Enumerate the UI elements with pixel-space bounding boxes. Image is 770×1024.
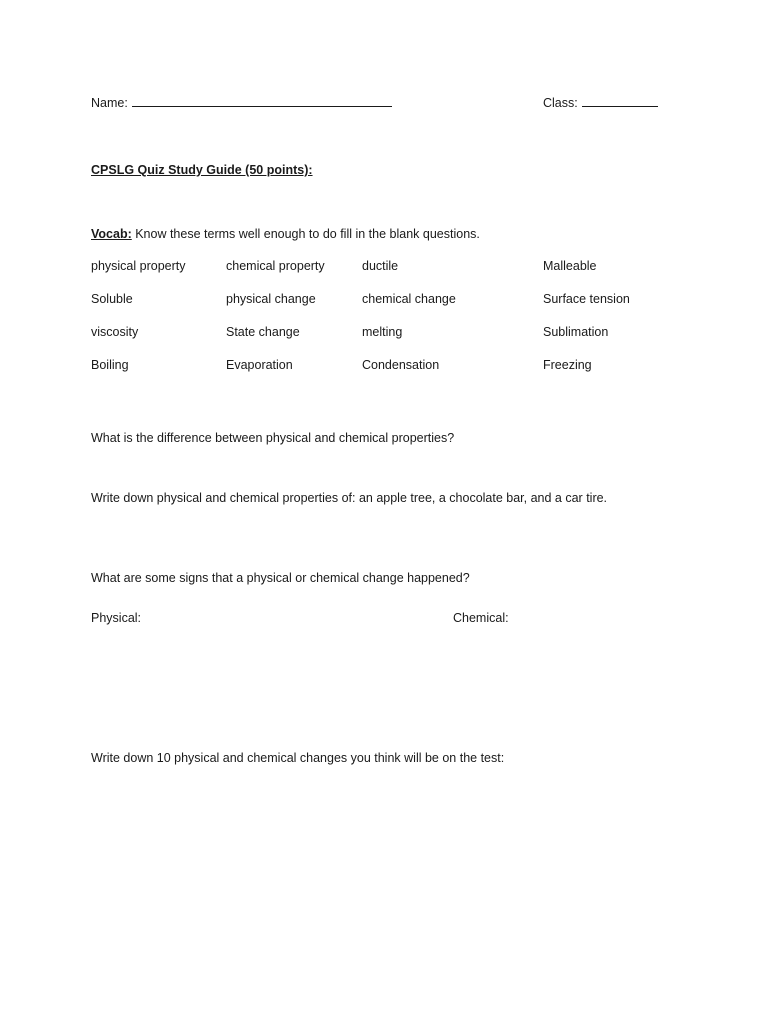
vocab-instruction bbox=[91, 226, 480, 242]
vocab-term: Evaporation bbox=[226, 358, 293, 372]
name-label: Name: bbox=[91, 96, 128, 110]
name-field bbox=[91, 94, 392, 111]
vocab-row bbox=[91, 324, 691, 357]
vocab-term: Malleable bbox=[543, 259, 597, 273]
vocab-row bbox=[91, 291, 691, 324]
vocab-grid bbox=[91, 258, 691, 390]
vocab-term: Sublimation bbox=[543, 325, 609, 339]
vocab-term: physical change bbox=[226, 292, 316, 306]
vocab-term: Surface tension bbox=[543, 292, 630, 306]
class-blank-line[interactable] bbox=[582, 94, 658, 107]
vocab-term: chemical property bbox=[226, 259, 325, 273]
vocab-term: State change bbox=[226, 325, 300, 339]
vocab-term: physical property bbox=[91, 259, 186, 273]
question-write-properties: Write down physical and chemical properties of: an apple tree, a chocolate bar, and a car tire. bbox=[91, 491, 608, 505]
vocab-term: viscosity bbox=[91, 325, 139, 339]
chemical-answer-label: Chemical: bbox=[453, 611, 509, 625]
physical-answer-label: Physical: bbox=[91, 611, 142, 625]
question-signs-of-change: What are some signs that a physical or chemical change happened? bbox=[91, 571, 470, 585]
vocab-term: ductile bbox=[362, 259, 399, 273]
vocab-term: Condensation bbox=[362, 358, 440, 372]
name-blank-line[interactable] bbox=[132, 94, 392, 107]
vocab-term: melting bbox=[362, 325, 403, 339]
vocab-label: Vocab: bbox=[91, 227, 132, 241]
vocab-term: Soluble bbox=[91, 292, 133, 306]
vocab-term: chemical change bbox=[362, 292, 456, 306]
vocab-instruction-text: Know these terms well enough to do fill in the blank questions. bbox=[131, 227, 480, 241]
vocab-term: Boiling bbox=[91, 358, 129, 372]
vocab-term: Freezing bbox=[543, 358, 592, 372]
class-label: Class: bbox=[543, 96, 578, 110]
page-title: CPSLG Quiz Study Guide (50 points): bbox=[91, 163, 313, 177]
vocab-row bbox=[91, 357, 691, 390]
question-ten-changes: Write down 10 physical and chemical changes you think will be on the test: bbox=[91, 751, 505, 765]
vocab-row bbox=[91, 258, 691, 291]
class-field bbox=[543, 94, 658, 111]
question-physical-vs-chemical-properties: What is the difference between physical and chemical properties? bbox=[91, 431, 455, 445]
